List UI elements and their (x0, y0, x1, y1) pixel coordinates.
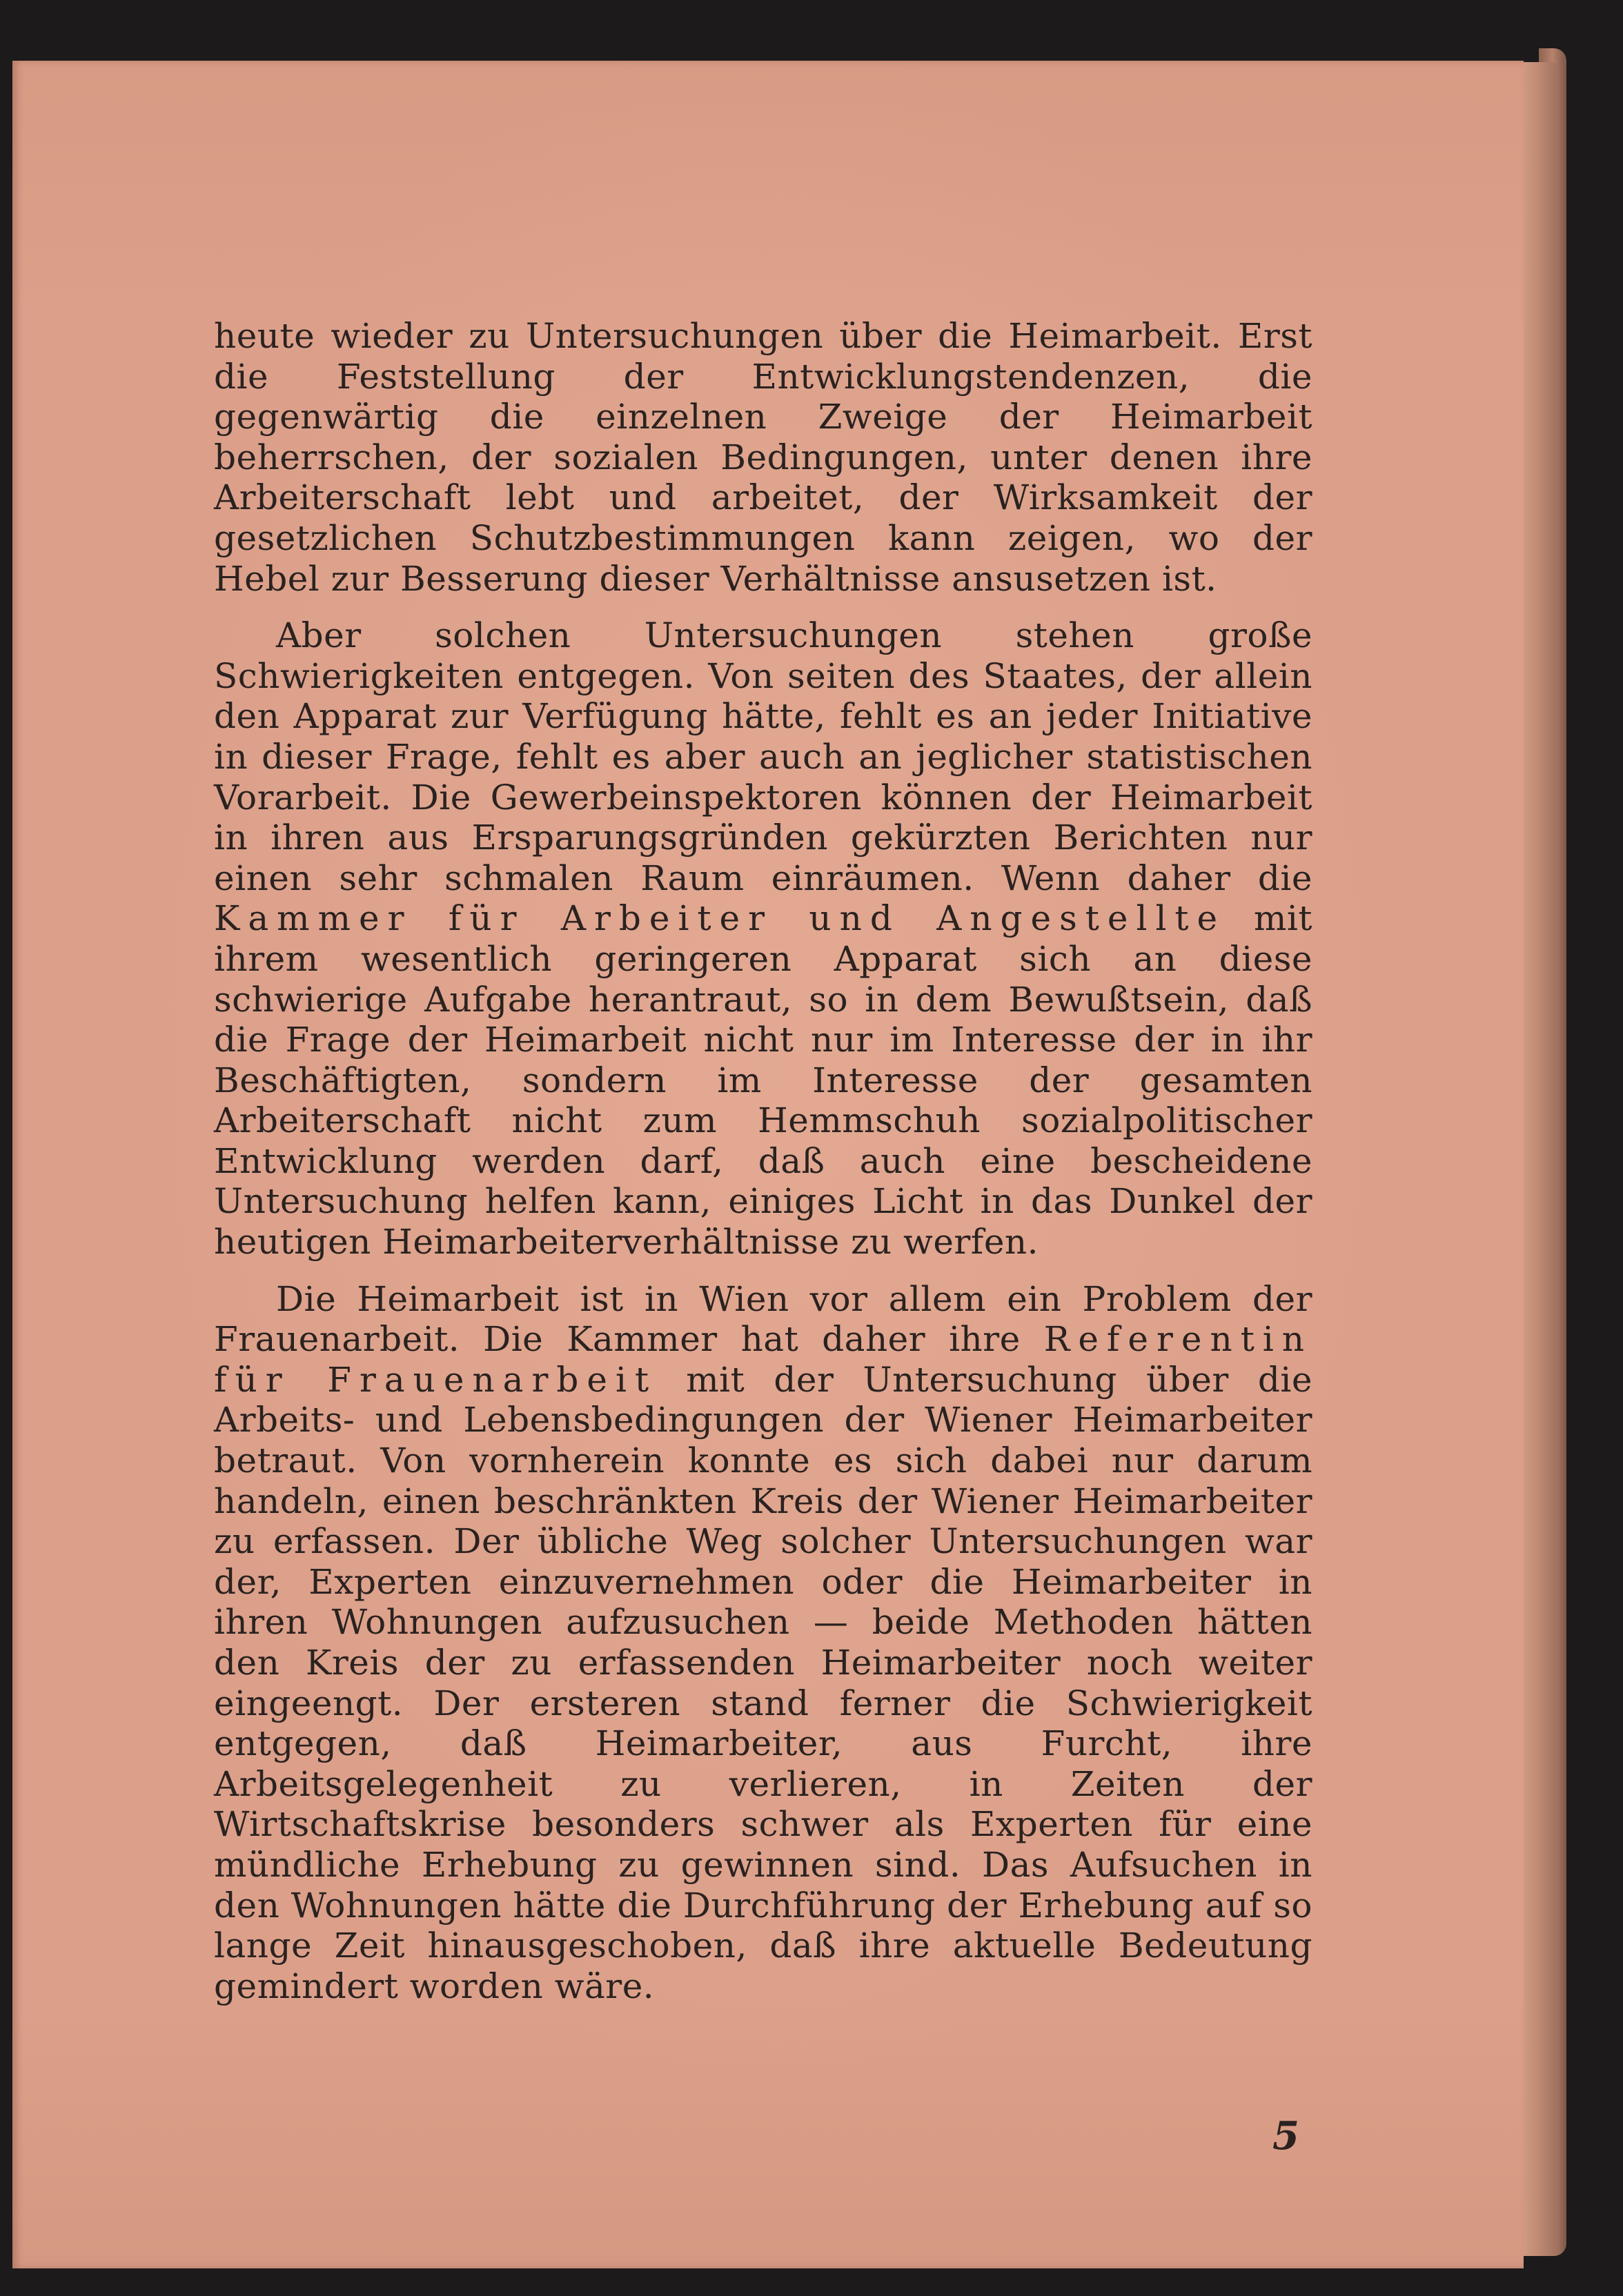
page-number: 5 (1272, 2113, 1299, 2159)
paragraph-1: heute wieder zu Untersuchungen über die Heimarbeit. Erst die Feststellung der Entwicklungstendenzen, die gegenwärtig die einzelnen Zweige der Heimarbeit beherrschen, der sozialen Bedingungen, unter denen ihre Arbeiterschaft lebt und arbeitet, der Wirksamkeit der gesetzlichen Schutzbestimmungen kann zeigen, wo der Hebel zur Besserung dieser Verhältnisse ansusetzen ist. (214, 316, 1312, 599)
emphasis-kammer: Kammer für Arbeiter und Angestellte (214, 898, 1226, 939)
emphasis-referentin: Referentin für Frauenarbeit (214, 1319, 1312, 1400)
paragraph-3 (214, 1279, 1312, 2007)
body-text (214, 316, 1312, 2006)
paragraph-2-part-1: Aber solchen Untersuchungen stehen große Schwierigkeiten entgegen. Von seiten des Staates, der allein den Apparat zur Verfügung hätte, fehlt es an jeder Initiative in dieser Frage, fehlt es aber auch an jeglicher statistischen Vorarbeit. Die Gewerbeinspektoren können der Heimarbeit in ihren aus Ersparungsgründen gekürzten Berichten nur einen sehr schmalen Raum einräumen. Wenn daher die (214, 615, 1312, 898)
paragraph-3-part-2: mit der Untersuchung über die Arbeits- und Lebensbedingungen der Wiener Heimarbeiter betraut. Von vornherein konnte es sich dabei nur darum handeln, einen beschränkten Kreis der Wiener Heimarbeiter zu erfassen. Der übliche Weg solcher Untersuchungen war der, Experten einzuvernehmen oder die Heimarbeiter in ihren Wohnungen aufzusuchen — beide Methoden hätten den Kreis der zu erfassenden Heimarbeiter noch weiter eingeengt. Der ersteren stand ferner die Schwierigkeit entgegen, daß Heimarbeiter, aus Furcht, ihre Arbeitsgelegenheit zu verlieren, in Zeiten der Wirtschaftskrise besonders schwer als Experten für eine mündliche Erhebung zu gewinnen sind. Das Aufsuchen in den Wohnungen hätte die Durchführung der Erhebung auf so lange Zeit hinausgeschoben, daß ihre aktuelle Bedeutung gemindert worden wäre. (214, 1359, 1313, 2006)
paragraph-2 (214, 615, 1312, 1263)
paragraph-3-part-1: Die Heimarbeit ist in Wien vor allem ein Problem der Frauenarbeit. Die Kammer hat daher ihre (214, 1278, 1312, 1360)
paragraph-2-part-2: mit ihrem wesentlich geringeren Apparat sich an diese schwierige Aufgabe herantraut, so in dem Bewußtsein, daß die Frage der Heimarbeit nicht nur im Interesse der in ihr Beschäftigten, sondern im Interesse der gesamten Arbeiterschaft nicht zum Hemmschuh sozialpolitischer Entwicklung werden darf, daß auch eine bescheidene Untersuchung helfen kann, einiges Licht in das Dunkel der heutigen Heimarbeiterverhältnisse zu werfen. (214, 898, 1313, 1263)
book-page (12, 61, 1524, 2268)
